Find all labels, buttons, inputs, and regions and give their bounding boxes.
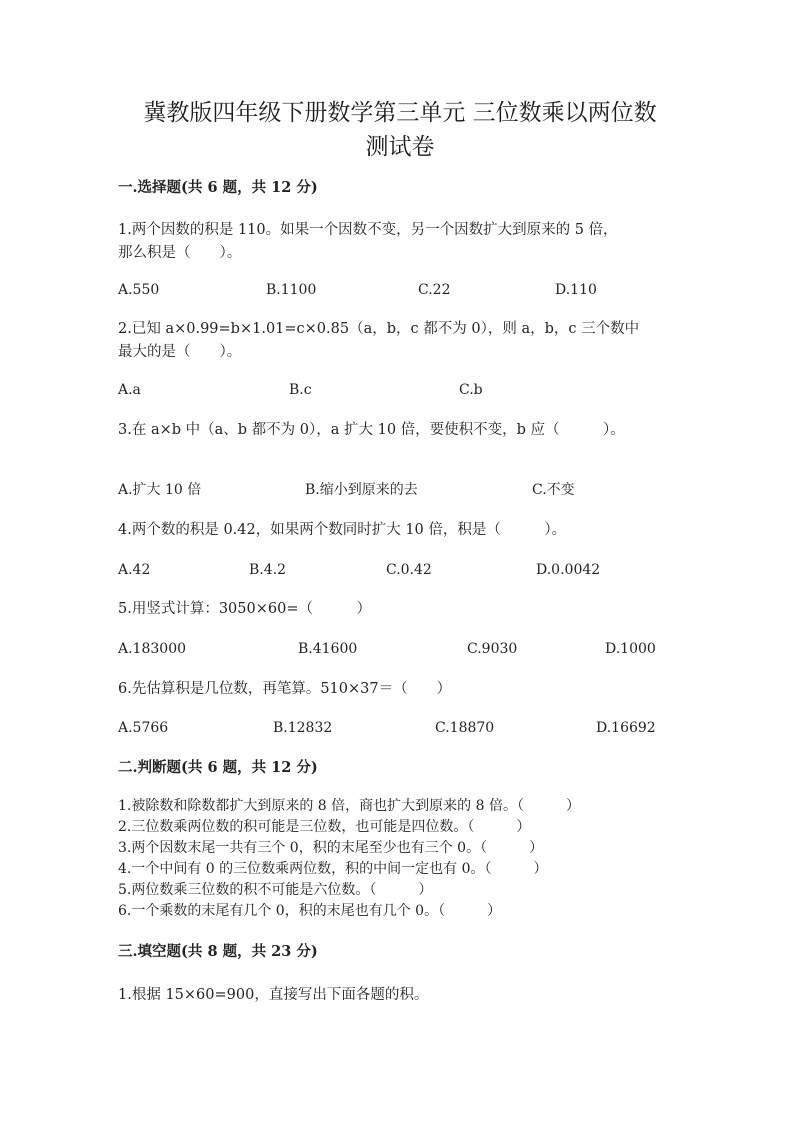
question-1-option-b[interactable]: B.1100 bbox=[266, 282, 317, 298]
question-3-option-c[interactable]: C.不变 bbox=[532, 482, 575, 498]
question-5-option-b[interactable]: B.41600 bbox=[298, 641, 358, 657]
exam-title bbox=[100, 96, 700, 164]
question-2-option-b[interactable]: B.c bbox=[289, 382, 312, 398]
judge-item: 4.一个中间有 0 的三位数乘两位数，积的中间一定也有 0。（ ） bbox=[118, 861, 548, 877]
question-4-option-c[interactable]: C.0.42 bbox=[386, 562, 432, 578]
question-2-line2: 最大的是（ ）。 bbox=[118, 344, 242, 360]
question-4-option-b[interactable]: B.4.2 bbox=[249, 562, 287, 578]
fill-question-1: 1.根据 15×60=900，直接写出下面各题的积。 bbox=[118, 987, 429, 1003]
question-5-option-c[interactable]: C.9030 bbox=[467, 641, 518, 657]
question-4-option-a[interactable]: A.42 bbox=[118, 562, 151, 578]
question-2-option-c[interactable]: C.b bbox=[459, 382, 483, 398]
question-3-option-b[interactable]: B.缩小到原来的去 bbox=[305, 482, 418, 498]
question-1-line2: 那么积是（ ）。 bbox=[118, 245, 242, 261]
question-1-option-c[interactable]: C.22 bbox=[418, 282, 451, 298]
question-4-option-d[interactable]: D.0.0042 bbox=[536, 562, 601, 578]
judge-item: 6.一个乘数的末尾有几个 0，积的末尾也有几个 0。（ ） bbox=[118, 903, 502, 919]
question-1-option-a[interactable]: A.550 bbox=[118, 282, 160, 298]
section-heading-judge: 二.判断题(共 6 题，共 12 分) bbox=[118, 759, 318, 776]
question-6-option-c[interactable]: C.18870 bbox=[435, 720, 495, 736]
question-5-option-d[interactable]: D.1000 bbox=[605, 641, 656, 657]
question-6-option-d[interactable]: D.16692 bbox=[596, 720, 656, 736]
question-1-option-d[interactable]: D.110 bbox=[555, 282, 597, 298]
question-2-line1: 2.已知 a×0.99=b×1.01=c×0.85（a，b，c 都不为 0），则 a，b，c 三个数中 bbox=[118, 321, 640, 337]
judge-item: 5.两位数乘三位数的积不可能是六位数。（ ） bbox=[118, 882, 433, 898]
judge-item: 2.三位数乘两位数的积可能是三位数，也可能是四位数。（ ） bbox=[118, 819, 531, 835]
exam-title-line2: 测试卷 bbox=[365, 134, 435, 160]
exam-title-line1: 冀教版四年级下册数学第三单元 三位数乘以两位数 bbox=[143, 100, 657, 126]
question-6-option-a[interactable]: A.5766 bbox=[118, 720, 169, 736]
question-5-line1: 5.用竖式计算：3050×60=（ ） bbox=[118, 601, 371, 617]
question-3-option-a[interactable]: A.扩大 10 倍 bbox=[118, 482, 202, 498]
section-heading-fill: 三.填空题(共 8 题，共 23 分) bbox=[118, 943, 318, 960]
question-6-option-b[interactable]: B.12832 bbox=[273, 720, 333, 736]
judge-item: 3.两个因数末尾一共有三个 0，积的末尾至少也有三个 0。（ ） bbox=[118, 840, 544, 856]
question-6-line1: 6.先估算积是几位数，再笔算。510×37＝（ ） bbox=[118, 681, 452, 697]
question-1-line1: 1.两个因数的积是 110。如果一个因数不变，另一个因数扩大到原来的 5 倍， bbox=[118, 222, 618, 238]
question-5-option-a[interactable]: A.183000 bbox=[118, 641, 187, 657]
section-heading-choice: 一.选择题(共 6 题，共 12 分) bbox=[118, 179, 318, 196]
question-3-line1: 3.在 a×b 中（a、b 都不为 0），a 扩大 10 倍，要使积不变，b 应（ ）。 bbox=[118, 422, 625, 438]
question-2-option-a[interactable]: A.a bbox=[118, 382, 141, 398]
judge-item: 1.被除数和除数都扩大到原来的 8 倍，商也扩大到原来的 8 倍。（ ） bbox=[118, 798, 580, 814]
question-4-line1: 4.两个数的积是 0.42，如果两个数同时扩大 10 倍，积是（ ）。 bbox=[118, 522, 567, 538]
